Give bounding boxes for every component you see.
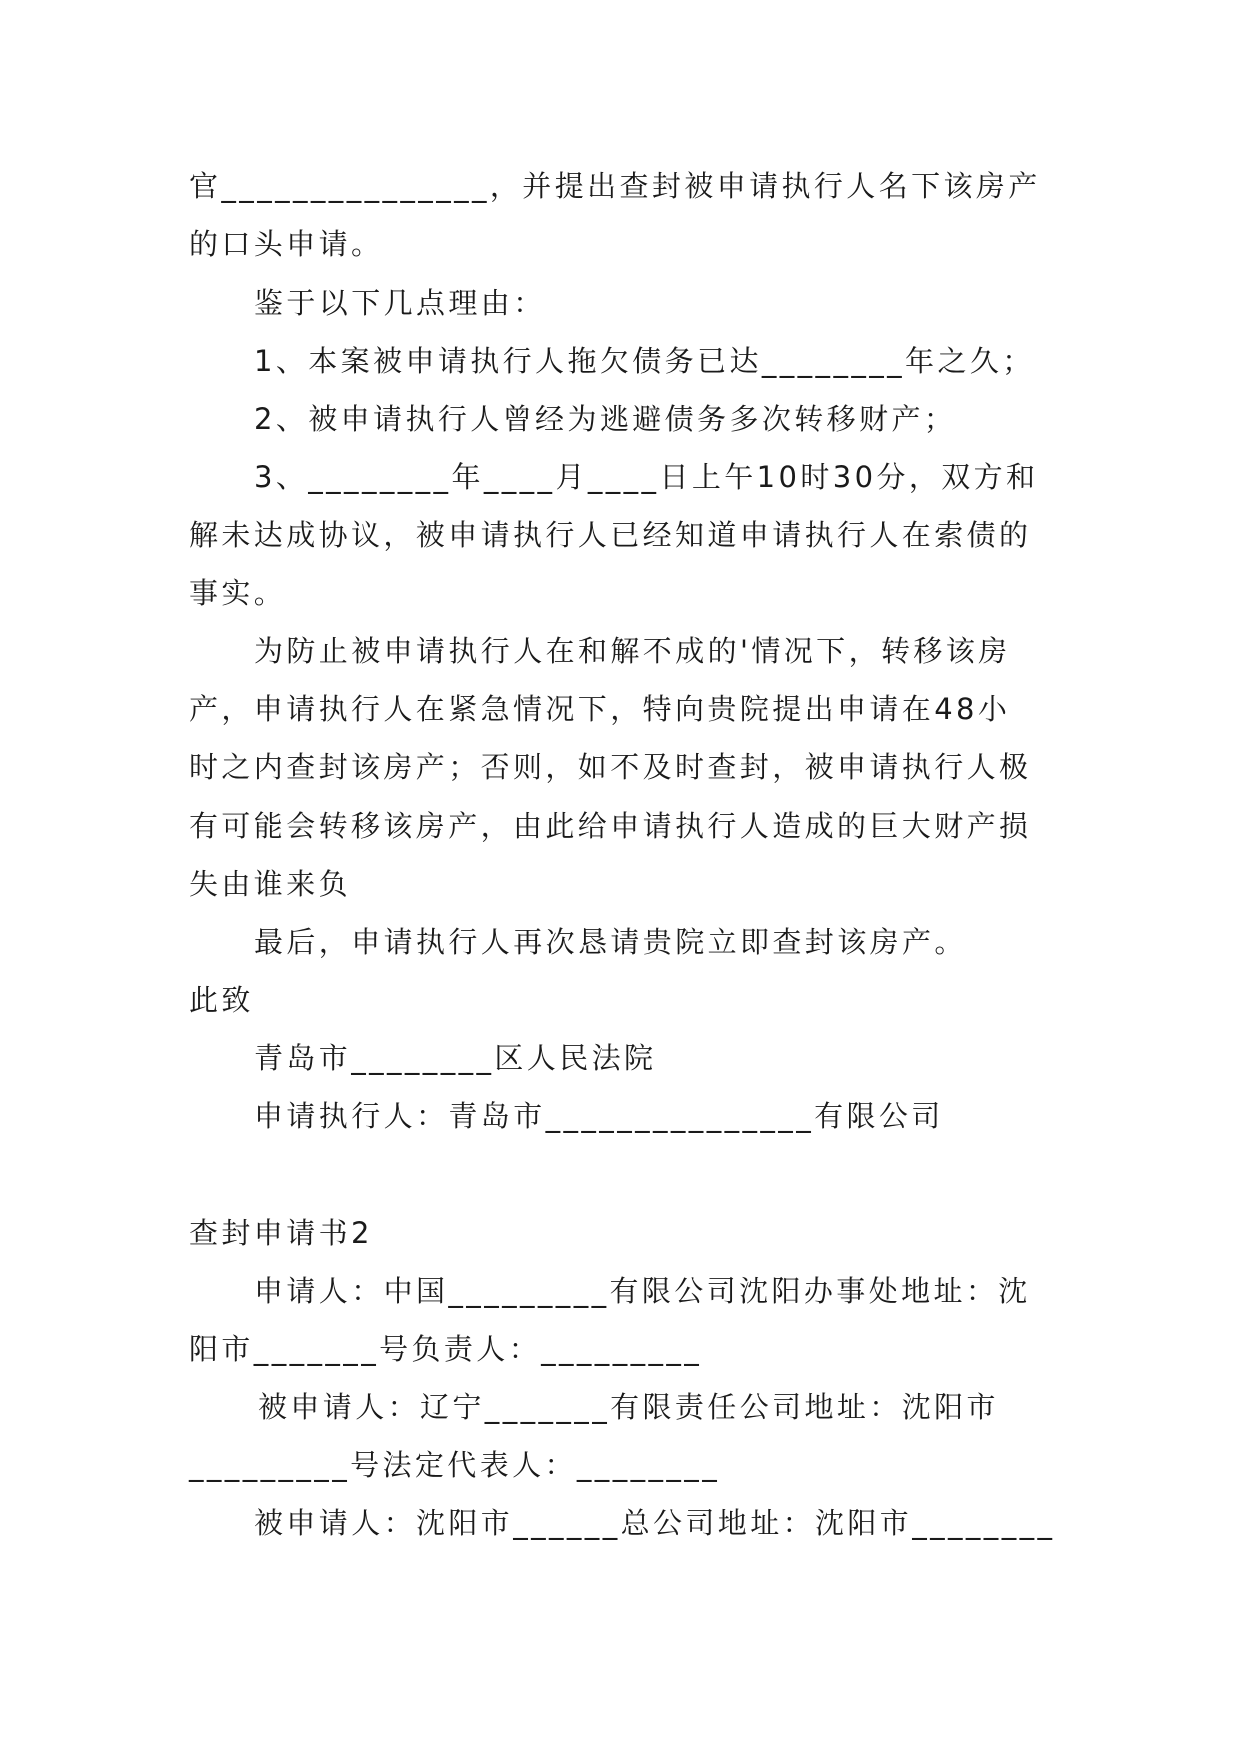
paragraph-line: 失由谁来负 — [189, 867, 352, 901]
paragraph-line: _________号法定代表人：________ — [189, 1448, 721, 1482]
signature-line: 申请执行人：青岛市_______________有限公司 — [254, 1099, 944, 1133]
paragraph-line: 鉴于以下几点理由： — [254, 286, 546, 320]
list-item: 1、本案被申请执行人拖欠债务已达________年之久； — [254, 344, 1035, 378]
paragraph-line: 有可能会转移该房产，由此给申请执行人造成的巨大财产损 — [189, 809, 1032, 843]
paragraph-line: 被申请人：沈阳市______总公司地址：沈阳市________ — [254, 1506, 1056, 1540]
salutation: 此致 — [189, 983, 254, 1017]
paragraph-line: 事实。 — [189, 576, 287, 610]
paragraph-line: 申请人：中国_________有限公司沈阳办事处地址：沈 — [254, 1274, 1031, 1308]
paragraph-line: 解未达成协议，被申请执行人已经知道申请执行人在索债的 — [189, 518, 1032, 552]
paragraph-line: 产，申请执行人在紧急情况下，特向贵院提出申请在48小 — [189, 692, 1011, 726]
paragraph-line: 时之内查封该房产；否则，如不及时查封，被申请执行人极 — [189, 750, 1032, 784]
paragraph-line: 阳市_______号负责人：_________ — [189, 1332, 703, 1366]
list-item: 3、________年____月____日上午10时30分，双方和 — [254, 460, 1039, 494]
paragraph-line: 被申请人：辽宁_______有限责任公司地址：沈阳市 — [258, 1390, 999, 1424]
list-item: 2、被申请执行人曾经为逃避债务多次转移财产； — [254, 402, 957, 436]
paragraph-line: 为防止被申请执行人在和解不成的'情况下，转移该房 — [254, 634, 1011, 668]
paragraph-line: 的口头申请。 — [189, 227, 384, 261]
paragraph-line: 官_______________，并提出查封被申请执行人名下该房产 — [189, 169, 1041, 203]
section-title: 查封申请书2 — [189, 1216, 373, 1250]
paragraph-line: 最后，申请执行人再次恳请贵院立即查封该房产。 — [254, 925, 967, 959]
recipient-line: 青岛市________区人民法院 — [254, 1041, 657, 1075]
